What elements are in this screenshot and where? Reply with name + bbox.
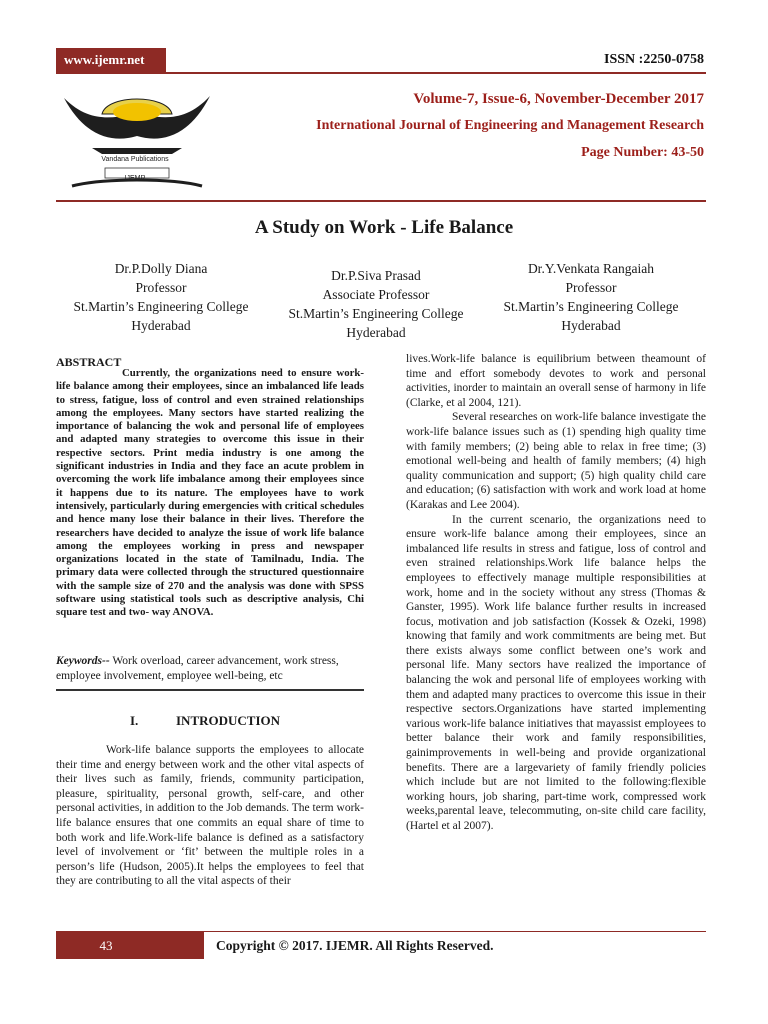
keywords [56, 654, 364, 684]
author-role: Professor [135, 280, 187, 295]
keywords-text: Work overload, career advancement, work stress, employee involvement, employee well-being, etc [56, 655, 339, 682]
keywords-rule [56, 689, 364, 691]
header-rule [56, 72, 706, 74]
volume-issue: Volume-7, Issue-6, November-December 2017 [413, 91, 704, 107]
page-number: Page Number: 43-50 [581, 145, 704, 160]
paragraph: lives.Work-life balance is equilibrium between theamount of time and effort somebody devotes to work and personal activities, inorder to maintain an overall sense of harmony in life (Clarke, et al 2004, 121). [406, 353, 706, 409]
author-college: St.Martin’s Engineering College [288, 306, 464, 321]
author-role: Professor [565, 280, 617, 295]
author-3 [476, 259, 706, 335]
author-college: St.Martin’s Engineering College [73, 299, 249, 314]
right-column [406, 352, 706, 834]
author-college: St.Martin’s Engineering College [503, 299, 679, 314]
abstract-text: Currently, the organizations need to ensure work-life balance among their employees, since an imbalanced life leads to stress, fatigue, loss of control and even strained relationships among the employees. Many sectors have started realizing the importance of balancing the wok and personal life of employees and adapted many strategies to overcome this issue in their respective sectors. Print media industry is one among the significant industries in India and they face an acute problem in overcoming the work life imbalance among their employees since it happens due to its nature. The employees have to work intensively, particularly during emergencies with critical schedules and hence many lose their balance in their lives. Therefore the researchers have decided to analyze the issue of work life balance among the employees working in press and newspaper organizations located in the state of Tamilnadu, India. The primary data were collected through the structured questionnaire with the sample size of 270 and the analysis was done with SPSS software using statistical tools such as descriptive analysis, Chi square test and two- way ANOVA. [56, 367, 364, 619]
author-city: Hyderabad [561, 318, 621, 333]
sun-icon [113, 103, 161, 121]
paragraph: Several researches on work-life balance investigate the work-life balance issues such as (1) spending high quality time with family members; (2) being able to relax in free time; (3) emotional well-being and health of family members; (4) high quality communication and support; (5) high quality child care and education; (6) satisfaction with work and work load at home (Karakas and Lee 2004). [406, 411, 706, 511]
title-rule [56, 200, 706, 202]
author-name: Dr.P.Dolly Diana [114, 261, 208, 276]
keywords-label: Keywords-- [56, 655, 110, 667]
section-number: I. [130, 713, 139, 728]
journal-name: International Journal of Engineering and Management Research [316, 118, 704, 133]
author-city: Hyderabad [131, 318, 191, 333]
logo-abbrev: IJEMR [124, 175, 146, 182]
issn: ISSN :2250-0758 [604, 52, 704, 67]
paragraph: In the current scenario, the organizations need to ensure work-life balance among their employees, since an imbalanced life results in stress and fatigue, loss of control and even strained relationships.Work life balance helps the employees to effectively manage multiple responsibilities at work, home and in the society without any stress (Thomas & Ganster, 1995). Work life balance further results in increased focus, motivation and job satisfaction (Kossek & Ozeki, 1998) knowing that family and work commitments are being met. But there exists always some conflict between one’s work and personal life. Many sectors have realized the importance of balancing the wok and personal life of employees working with them and adapted many practices to overcome this issue in their respective sectors.Organizations have started implementing various work-life balance initiatives that mayassist employees to better balance their work and family responsibilities, gainimprovements in well-being and provide organizational benefits. There are a largevariety of family friendly policies which include but are not limited to the following:flexible working hours, job sharing, part-time work, compressed work weeks,parental leave, telecommuting, on-site child care facility, (Hartel et al 2007). [406, 513, 706, 832]
paper-title: A Study on Work - Life Balance [254, 217, 514, 238]
journal-url[interactable]: www.ijemr.net [64, 52, 145, 67]
logo-publisher: Vandana Publications [101, 156, 169, 163]
author-2 [266, 266, 486, 342]
copyright: Copyright © 2017. IJEMR. All Rights Reserved. [216, 938, 494, 953]
author-name: Dr.P.Siva Prasad [331, 268, 421, 283]
author-1 [46, 259, 276, 335]
footer-page-number: 43 [99, 938, 113, 953]
author-name: Dr.Y.Venkata Rangaiah [527, 261, 655, 276]
author-city: Hyderabad [346, 325, 406, 340]
author-role: Associate Professor [322, 287, 430, 302]
abstract-heading: ABSTRACT [56, 355, 122, 369]
introduction-text: Work-life balance supports the employees to allocate their time and energy between work and the other vital aspects of their lives such as family, friends, community participation, pleasure, spirituality, personal growth, self-care, and other personal activities, in addition to the Job demands. The term work-life balance ensures that one commits an equal share of time to both work and life.Work-life balance is defined as a satisfactory level of involvement or ‘fit’ between the multiple roles in a person’s life (Hudson, 2005).It helps the employees to feel that they are contributing to all the vital aspects of their [56, 744, 364, 888]
section-title: INTRODUCTION [176, 713, 281, 728]
